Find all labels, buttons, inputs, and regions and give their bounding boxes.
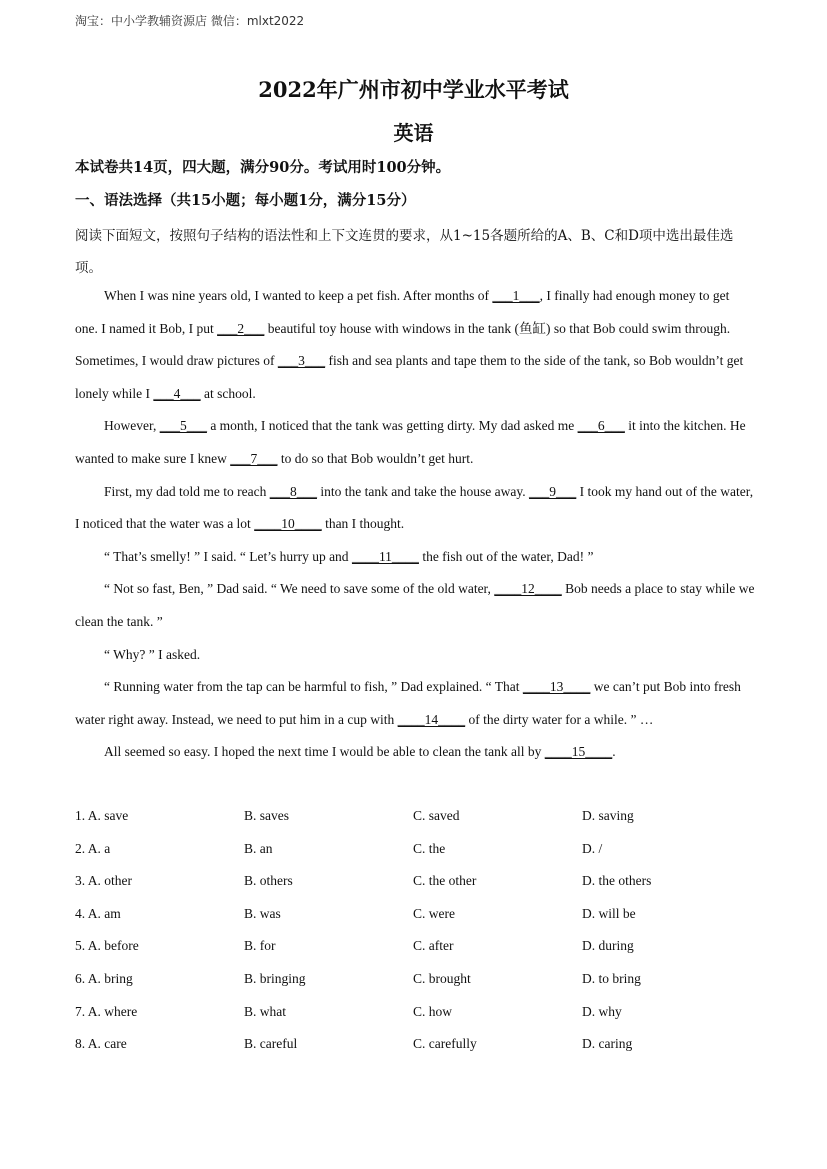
option-d: D. saving: [582, 808, 634, 823]
option-a: 8. A. care: [75, 1036, 127, 1052]
passage-text: fish and sea plants and tape them to the side of the tank, so Bob wouldn’t get lonely while I: [75, 353, 744, 401]
option-b: B. careful: [244, 1036, 298, 1052]
option-d: D. caring: [582, 1036, 633, 1052]
passage-text: All seemed so easy. I hoped the next time I would be able to clean the tank all by: [104, 744, 545, 760]
passage-text: Bob needs a place to stay while we clean the tank. ”: [75, 581, 755, 629]
option-c: C. the: [413, 840, 446, 856]
passage-text: we can’t put Bob into fresh water right away. Instead, we need to put him in a cup with: [75, 679, 741, 727]
question-row: [75, 1028, 775, 1061]
blank-14: ____14____: [397, 711, 466, 727]
option-c: C. brought: [413, 970, 471, 986]
blank-8: ___8___: [269, 483, 317, 499]
passage-text: beautiful toy house with windows in the tank (鱼缸) so that Bob could swim through. Sometimes, I would draw pictures of: [75, 320, 731, 369]
passage-text: it into the kitchen. He wanted to make sure I knew: [75, 418, 746, 466]
question-row: [75, 800, 775, 833]
instructions: 阅读下面短文，按照句子结构的语法性和上下文连贯的要求，从1~15各题所给的A、B、C和D项中选出最佳选项。: [75, 228, 734, 276]
option-d: D. /: [582, 840, 603, 856]
passage-text: to do so that Bob wouldn’t get hurt.: [277, 450, 474, 466]
paragraph: [75, 573, 755, 638]
option-d: D. to bring: [582, 970, 641, 986]
blank-10: ____10____: [254, 516, 322, 532]
passage-text: “ Not so fast, Ben, ” Dad said. “ We need to save some of the old water,: [104, 581, 495, 597]
option-c: C. were: [413, 905, 455, 921]
option-a: 1. A. save: [75, 808, 129, 823]
option-c: C. how: [413, 1003, 453, 1019]
paragraph: [75, 671, 755, 736]
question-row: [75, 865, 775, 898]
blank-11: ____11____: [351, 548, 419, 564]
option-b: B. others: [244, 873, 293, 889]
option-a: 6. A. bring: [75, 970, 133, 986]
passage-text: “ Why? ” I asked.: [104, 646, 201, 662]
section-title: 一、语法选择（共15小题；每小题1分，满分15分）: [75, 192, 416, 209]
blank-15: ____15____: [544, 744, 613, 760]
passage-text: than I thought.: [321, 516, 405, 532]
paragraph: [75, 639, 755, 672]
option-a: 3. A. other: [75, 873, 132, 889]
question-row: [75, 963, 775, 996]
option-c: C. after: [413, 938, 454, 954]
option-d: D. will be: [582, 905, 636, 921]
paragraph: [75, 410, 755, 475]
paragraph: [75, 541, 755, 574]
blank-1: ___1___: [492, 288, 540, 303]
passage-text: When I was nine years old, I wanted to keep a pet fish. After months of: [104, 288, 493, 303]
passage-text: at school.: [200, 385, 256, 401]
passage-text: a month, I noticed that the tank was getting dirty. My dad asked me: [206, 418, 578, 434]
blank-9: ___9___: [529, 483, 577, 499]
blank-3: ___3___: [277, 353, 326, 369]
blank-2: ___2___: [217, 320, 265, 336]
passage-text: First, my dad told me to reach: [104, 483, 270, 499]
option-d: D. during: [582, 938, 634, 954]
exam-note: 本试卷共14页，四大题，满分90分。考试用时100分钟。: [75, 159, 451, 176]
passage-text: the fish out of the water, Dad! ”: [418, 548, 594, 564]
option-a: 7. A. where: [75, 1003, 138, 1019]
header-note: 淘宝：中小学教辅资源店 微信：mlxt2022: [75, 14, 305, 28]
option-a: 5. A. before: [75, 938, 139, 954]
blank-12: ____12____: [494, 581, 562, 597]
question-row: [75, 898, 775, 931]
option-d: D. the others: [582, 873, 652, 889]
passage-text: , I finally had enough money to get one. I named it Bob, I put: [75, 288, 730, 336]
option-b: B. for: [244, 938, 276, 954]
option-b: B. an: [244, 840, 273, 856]
blank-6: ___6___: [577, 418, 625, 434]
passage-text: .: [612, 744, 616, 760]
option-a: 2. A. a: [75, 840, 111, 856]
passage-text: However,: [104, 418, 160, 434]
option-a: 4. A. am: [75, 905, 121, 921]
option-b: B. was: [244, 905, 281, 921]
paragraph: [75, 736, 755, 769]
option-b: B. saves: [244, 808, 289, 823]
passage-text: into the tank and take the house away.: [316, 483, 530, 499]
blank-13: ____13____: [522, 679, 591, 695]
page-title: 2022年广州市初中学业水平考试: [258, 77, 569, 102]
option-b: B. what: [244, 1003, 286, 1019]
answer-options: [75, 800, 775, 1061]
option-c: C. saved: [413, 808, 460, 823]
question-row: [75, 833, 775, 866]
question-row: [75, 930, 775, 963]
option-c: C. the other: [413, 873, 477, 889]
passage-text: of the dirty water for a while. ” …: [465, 711, 654, 727]
blank-4: ___4___: [153, 385, 201, 401]
blank-7: ___7___: [230, 450, 278, 466]
passage-text: “ Running water from the tap can be harmful to fish, ” Dad explained. “ That: [104, 679, 523, 695]
question-row: [75, 996, 775, 1029]
page-subtitle: 英语: [393, 121, 434, 145]
option-c: C. carefully: [413, 1036, 477, 1052]
paragraph: [75, 476, 755, 541]
blank-5: ___5___: [159, 418, 207, 434]
passage-text: “ That’s smelly! ” I said. “ Let’s hurry up and: [104, 548, 352, 564]
option-b: B. bringing: [244, 970, 306, 986]
option-d: D. why: [582, 1003, 622, 1019]
paragraph: [75, 280, 755, 410]
passage: [75, 280, 755, 769]
passage-text: I took my hand out of the water, I noticed that the water was a lot: [75, 483, 754, 532]
